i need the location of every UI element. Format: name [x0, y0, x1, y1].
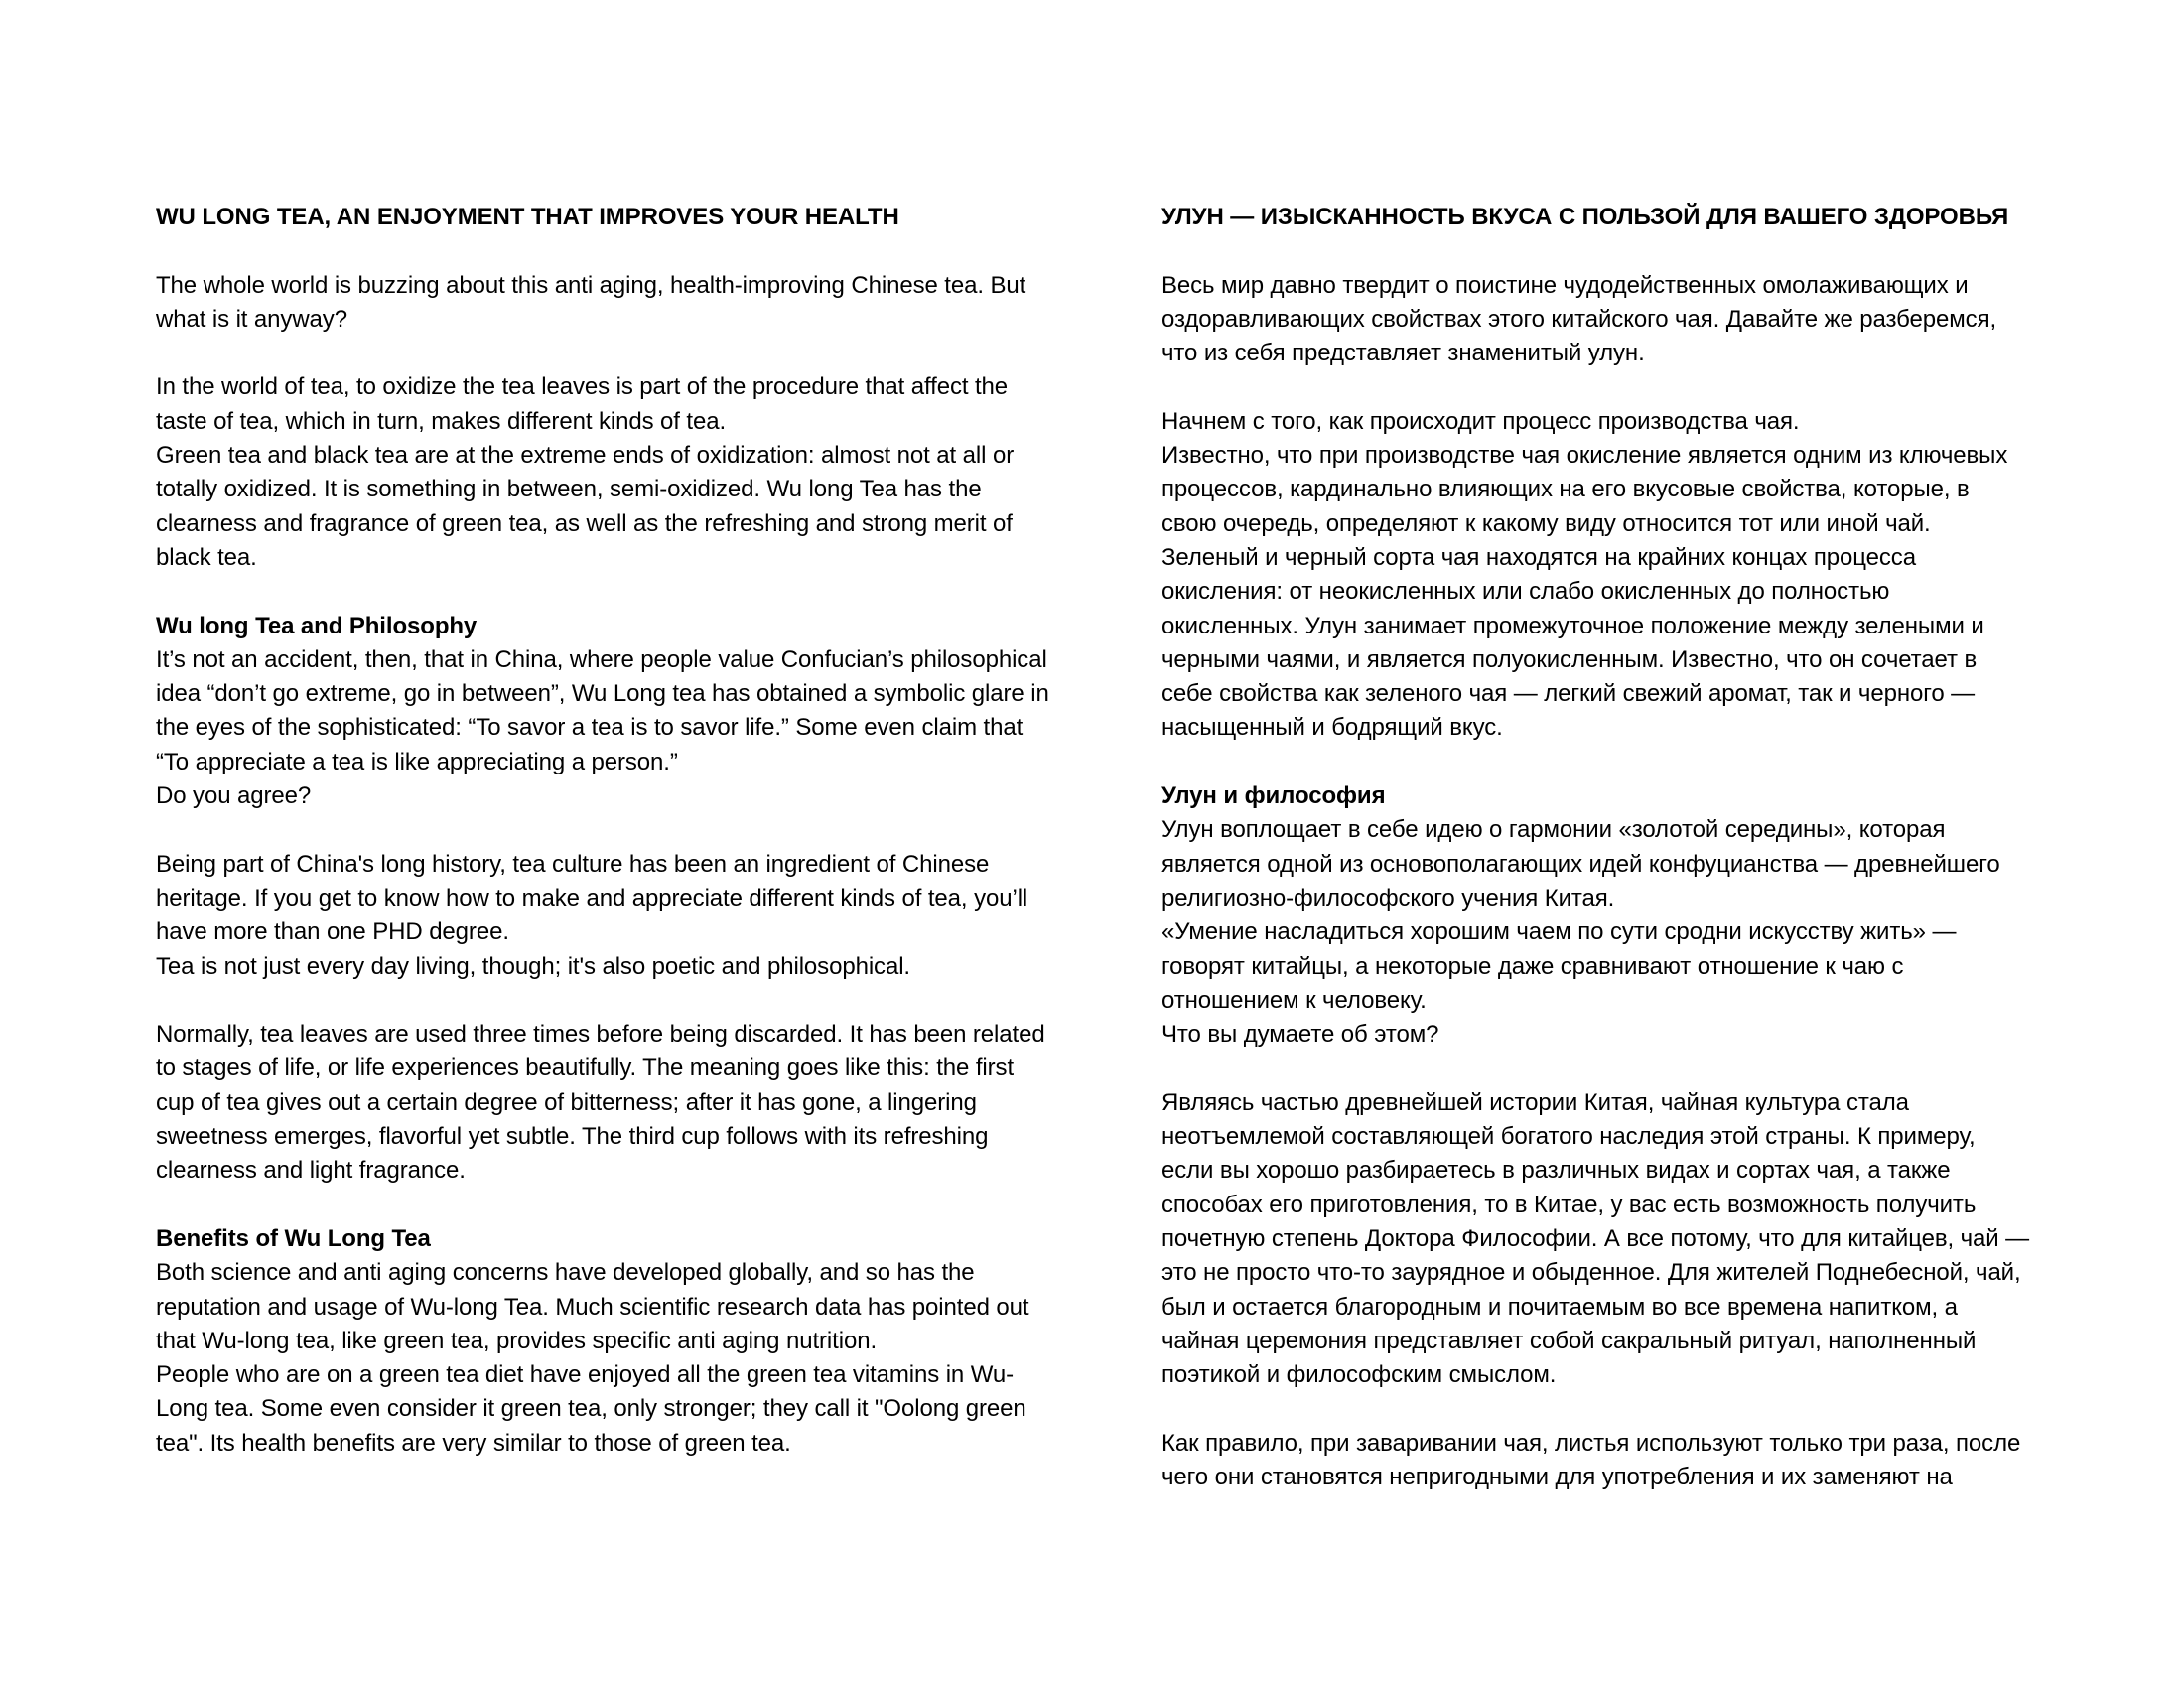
spacer — [1161, 234, 2105, 268]
english-oxidation-paragraph — [156, 370, 1139, 575]
text-line: It’s not an accident, then, that in China, where people value Confucian’s philosophical — [156, 645, 1047, 673]
spacer — [156, 813, 1139, 847]
text-line: tea". Its health benefits are very similar to those of green tea. — [156, 1429, 791, 1457]
text-line: reputation and usage of Wu-long Tea. Much scientific research data has pointed out — [156, 1293, 1029, 1321]
spacer — [156, 234, 1139, 268]
russian-culture-paragraph — [1161, 1086, 2105, 1393]
text-line: Зеленый и черный сорта чая находятся на крайних концах процесса — [1161, 543, 1916, 571]
text-line: what is it anyway? — [156, 305, 347, 333]
text-line: Как правило, при заваривании чая, листья используют только три раза, после — [1161, 1429, 2021, 1457]
spacer — [156, 984, 1139, 1018]
text-line: totally oxidized. It is something in between, semi-oxidized. Wu long Tea has the — [156, 476, 982, 503]
text-line: является одной из основополагающих идей конфуцианства — древнейшего — [1161, 850, 2000, 878]
text-line: чайная церемония представляет собой сакральный ритуал, наполненный — [1161, 1327, 1977, 1354]
text-line: это не просто что-то заурядное и обыденное. Для жителей Поднебесной, чай, — [1161, 1259, 2021, 1287]
text-line: The whole world is buzzing about this anti aging, health-improving Chinese tea. But — [156, 271, 1026, 299]
text-line: неотъемлемой составляющей богатого наследия этой страны. К примеру, — [1161, 1123, 1976, 1151]
russian-column — [1161, 201, 2105, 1494]
text-line: black tea. — [156, 543, 257, 571]
text-line: окисленных. Улун занимает промежуточное положение между зелеными и — [1161, 612, 1984, 639]
russian-philosophy-paragraph — [1161, 813, 2105, 1052]
text-line: окисления: от неокисленных или слабо окисленных до полностью — [1161, 578, 1890, 606]
text-line: In the world of tea, to oxidize the tea leaves is part of the procedure that affect the — [156, 373, 1009, 401]
text-line: clearness and fragrance of green tea, as well as the refreshing and strong merit of — [156, 509, 1013, 537]
text-line: почетную степень Доктора Философии. А все потому, что для китайцев, чай — — [1161, 1224, 2030, 1252]
text-line: Улун воплощает в себе идею о гармонии «золотой середины», которая — [1161, 816, 1946, 844]
text-line: Известно, что при производстве чая окисление является одним из ключевых — [1161, 442, 2008, 470]
text-line: have more than one PHD degree. — [156, 918, 509, 946]
text-line: Being part of China's long history, tea culture has been an ingredient of Chinese — [156, 850, 990, 878]
spacer — [156, 575, 1139, 609]
text-line: sweetness emerges, flavorful yet subtle. The third cup follows with its refreshing — [156, 1123, 989, 1151]
spacer — [1161, 1392, 2105, 1426]
text-line: Both science and anti aging concerns have developed globally, and so has the — [156, 1259, 975, 1287]
text-line: поэтикой и философским смыслом. — [1161, 1361, 1557, 1389]
text-line: that Wu-long tea, like green tea, provides specific anti aging nutrition. — [156, 1327, 878, 1354]
russian-leaves-paragraph — [1161, 1427, 2105, 1495]
english-culture-paragraph — [156, 848, 1139, 984]
text-line: «Умение насладиться хорошим чаем по сути сродни искусству жить» — — [1161, 918, 1957, 946]
text-line: себе свойства как зеленого чая — легкий свежий аромат, так и черного — — [1161, 680, 1976, 708]
english-benefits-paragraph — [156, 1256, 1139, 1461]
english-philosophy-heading: Wu long Tea and Philosophy — [156, 612, 478, 639]
text-line: taste of tea, which in turn, makes different kinds of tea. — [156, 407, 727, 435]
text-line: Green tea and black tea are at the extreme ends of oxidization: almost not at all or — [156, 442, 1015, 470]
spacer — [1161, 746, 2105, 779]
text-line: если вы хорошо разбираетесь в различных видах и сортах чая, а также — [1161, 1157, 1951, 1185]
spacer — [156, 337, 1139, 370]
text-line: Весь мир давно твердит о поистине чудодейственных омолаживающих и — [1161, 271, 1969, 299]
spacer — [1161, 370, 2105, 404]
text-line: был и остается благородным и почитаемым во все времена напитком, а — [1161, 1293, 1958, 1321]
text-line: clearness and light fragrance. — [156, 1157, 466, 1185]
text-line: черными чаями, и является полуокисленным. Известно, что он сочетает в — [1161, 645, 1978, 673]
english-leaves-paragraph — [156, 1018, 1139, 1188]
text-line: Long tea. Some even consider it green tea, only stronger; they call it "Oolong green — [156, 1395, 1026, 1423]
spacer — [156, 1189, 1139, 1222]
text-line: heritage. If you get to know how to make and appreciate different kinds of tea, you’ll — [156, 884, 1028, 912]
text-line: процессов, кардинально влияющих на его вкусовые свойства, которые, в — [1161, 476, 1970, 503]
text-line: Что вы думаете об этом? — [1161, 1021, 1439, 1049]
text-line: the eyes of the sophisticated: “To savor a tea is to savor life.” Some even claim that — [156, 714, 1024, 742]
text-line: Do you agree? — [156, 782, 312, 810]
text-line: idea “don’t go extreme, go in between”, Wu Long tea has obtained a symbolic glare in — [156, 680, 1049, 708]
russian-philosophy-heading: Улун и философия — [1161, 782, 1386, 810]
text-line: “To appreciate a tea is like appreciating a person.” — [156, 748, 678, 775]
text-line: насыщенный и бодрящий вкус. — [1161, 714, 1503, 742]
text-line: оздоравливающих свойствах этого китайского чая. Давайте же разберемся, — [1161, 305, 1997, 333]
text-line: Начнем с того, как происходит процесс производства чая. — [1161, 407, 1800, 435]
english-intro-paragraph — [156, 269, 1139, 338]
text-line: cup of tea gives out a certain degree of bitterness; after it has gone, a lingering — [156, 1088, 977, 1116]
spacer — [1161, 1052, 2105, 1085]
text-line: свою очередь, определяют к какому виду относится тот или иной чай. — [1161, 509, 1931, 537]
russian-oxidation-paragraph — [1161, 405, 2105, 746]
english-philosophy-paragraph — [156, 643, 1139, 813]
text-line: чего они становятся непригодными для употребления и их заменяют на — [1161, 1463, 1953, 1490]
text-line: Tea is not just every day living, though; it's also poetic and philosophical. — [156, 952, 910, 980]
text-line: говорят китайцы, а некоторые даже сравнивают отношение к чаю с — [1161, 952, 1904, 980]
text-line: Normally, tea leaves are used three times before being discarded. It has been related — [156, 1021, 1045, 1049]
text-line: Являясь частью древнейшей истории Китая, чайная культура стала — [1161, 1088, 1909, 1116]
english-column — [156, 201, 1139, 1461]
english-title: WU LONG TEA, AN ENJOYMENT THAT IMPROVES YOUR HEALTH — [156, 204, 899, 230]
english-benefits-heading: Benefits of Wu Long Tea — [156, 1224, 431, 1252]
text-line: to stages of life, or life experiences beautifully. The meaning goes like this: the first — [156, 1055, 1015, 1082]
russian-intro-paragraph — [1161, 269, 2105, 371]
russian-title: УЛУН — ИЗЫСКАННОСТЬ ВКУСА С ПОЛЬЗОЙ ДЛЯ ВАШЕГО ЗДОРОВЬЯ — [1161, 204, 2009, 230]
text-line: People who are on a green tea diet have enjoyed all the green tea vitamins in Wu- — [156, 1361, 1015, 1389]
text-line: способах его приготовления, то в Китае, у вас есть возможность получить — [1161, 1191, 1977, 1218]
text-line: религиозно-философского учения Китая. — [1161, 884, 1615, 912]
text-line: отношением к человеку. — [1161, 986, 1427, 1014]
text-line: что из себя представляет знаменитый улун. — [1161, 340, 1645, 367]
